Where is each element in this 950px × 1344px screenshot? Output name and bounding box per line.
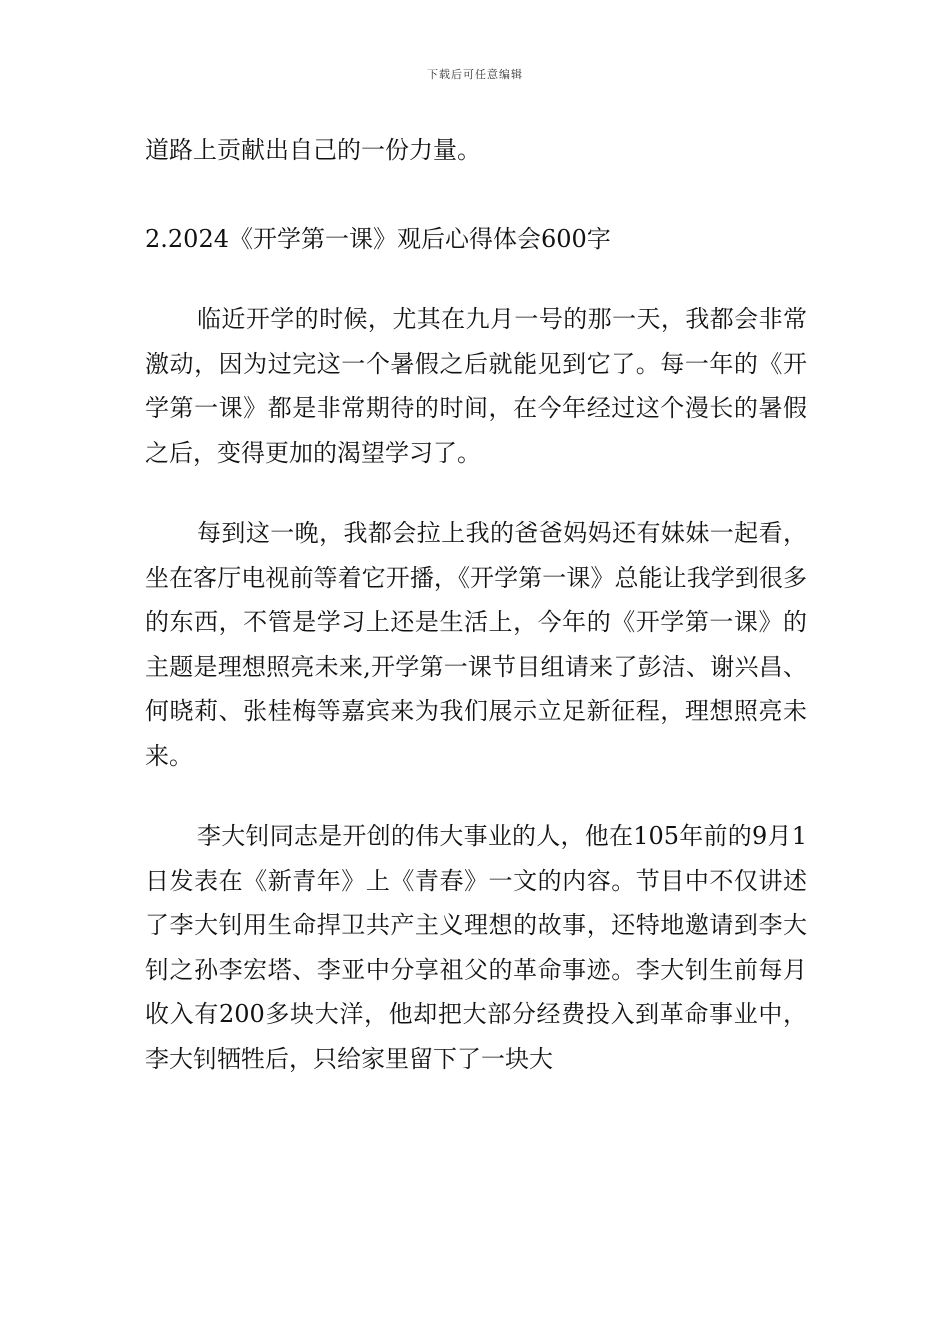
paragraph-spacer [145,173,807,217]
paragraph-spacer [145,261,807,297]
paragraph-spacer [145,778,807,814]
paragraph-spacer [145,475,807,511]
section-title: 2.2024《开学第一课》观后心得体会600字 [145,224,611,253]
body-paragraph-1: 临近开学的时候，尤其在九月一号的那一天，我都会非常激动，因为过完这一个暑假之后就能见到它了。每一年的《开学第一课》都是非常期待的时间，在今年经过这个漫长的暑假之后，变得更加的渴望学习了。 [145,305,807,467]
body-paragraph-3: 李大钊同志是开创的伟大事业的人，他在105年前的9月1日发表在《新青年》上《青春》一文的内容。节目中不仅讲述了李大钊用生命捍卫共产主义理想的故事，还特地邀请到李大钊之孙李宏塔、李亚中分享祖父的革命事迹。李大钊生前每月收入有200多块大洋，他却把大部分经费投入到革命事业中，李大钊牺牲后，只给家里留下了一块大 [145,822,807,1073]
body-paragraph-2: 每到这一晚，我都会拉上我的爸爸妈妈还有妹妹一起看，坐在客厅电视前等着它开播，《开学第一课》总能让我学到很多的东西，不管是学习上还是生活上，今年的《开学第一课》的主题是理想照亮未来,开学第一课节目组请来了彭洁、谢兴昌、何晓莉、张桂梅等嘉宾来为我们展示立足新征程，理想照亮未来。 [145,519,807,770]
header-note: 下载后可任意编辑 [427,68,523,81]
continued-paragraph: 道路上贡献出自己的一份力量。 [145,136,481,164]
document-body [145,128,807,1081]
